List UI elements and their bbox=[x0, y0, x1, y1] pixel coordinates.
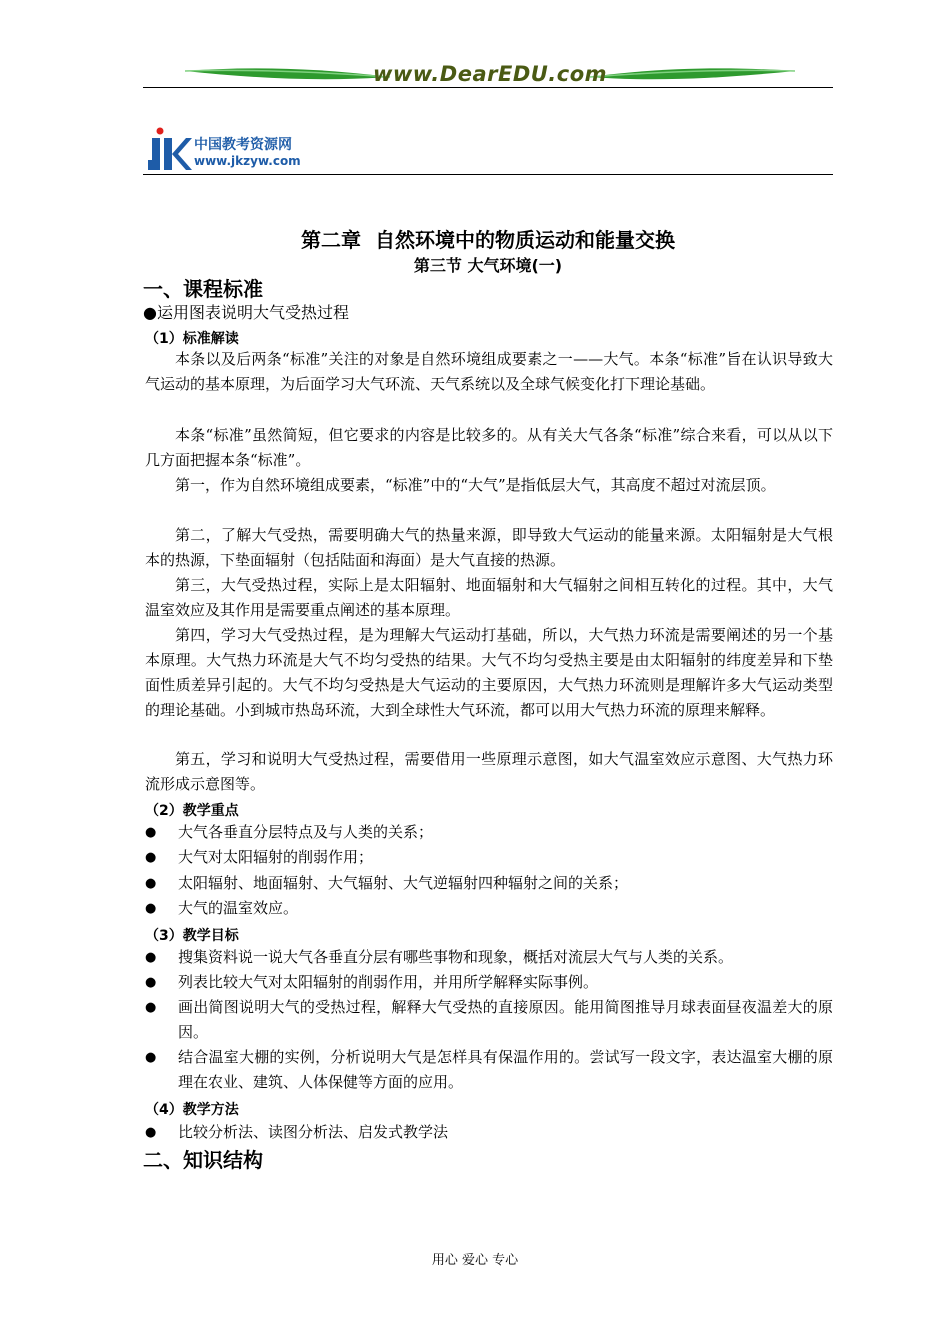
subheading-teaching-methods: （4）教学方法 bbox=[145, 1102, 239, 1118]
logo-divider bbox=[143, 174, 833, 175]
section-heading-knowledge-structure: 二、知识结构 bbox=[143, 1148, 263, 1172]
page-footer: 用心 爱心 专心 bbox=[431, 1253, 519, 1268]
bullet-icon: ● bbox=[145, 901, 157, 916]
paragraph: 第三，大气受热过程，实际上是太阳辐射、地面辐射和大气辐射之间相互转化的过程。其中，大气温室效应及其作用是需要重点阐述的基本原理。 bbox=[145, 576, 833, 619]
list-item: ● 大气各垂直分层特点及与人类的关系； bbox=[145, 820, 833, 845]
header-divider bbox=[143, 87, 833, 88]
standard-requirement: ●运用图表说明大气受热过程 bbox=[143, 303, 349, 322]
bullet-icon: ● bbox=[145, 1125, 157, 1140]
paragraph: 第四，学习大气受热过程，是为理解大气运动打基础，所以，大气热力环流是需要阐述的另一个基本原理。大气热力环流是大气不均匀受热的结果。大气不均匀受热主要是由太阳辐射的纬度差异和下垫面性质差异引起的。大气不均匀受热是大气运动的主要原因，大气热力环流则是理解许多大气运动类型的理论基础。小到城市热岛环流，大到全球性大气环流，都可以用大气热力环流的原理来解释。 bbox=[145, 626, 833, 719]
paragraph: 第二，了解大气受热，需要明确大气的热量来源，即导致大气运动的能量来源。太阳辐射是大气根本的热源，下垫面辐射（包括陆面和海面）是大气直接的热源。 bbox=[145, 526, 833, 569]
subheading-teaching-focus: （2）教学重点 bbox=[145, 803, 239, 819]
subheading-teaching-goals: （3）教学目标 bbox=[145, 928, 239, 944]
paragraph: 本条以及后两条“标准”关注的对象是自然环境组成要素之一——大气。本条“标准”旨在认识导致大气运动的基本原理，为后面学习大气环流、天气系统以及全球气候变化打下理论基础。 bbox=[145, 350, 833, 393]
list-item: ● 结合温室大棚的实例，分析说明大气是怎样具有保温作用的。尝试写一段文字，表达温室大棚的原理在农业、建筑、人体保健等方面的应用。 bbox=[145, 1045, 833, 1095]
paragraph: 本条“标准”虽然简短，但它要求的内容是比较多的。从有关大气各条“标准”综合来看，可以从以下几方面把握本条“标准”。 bbox=[145, 426, 833, 469]
list-item: ● 太阳辐射、地面辐射、大气辐射、大气逆辐射四种辐射之间的关系； bbox=[145, 871, 833, 896]
jk-logo-icon bbox=[148, 126, 192, 174]
subheading-standard-reading: （1）标准解读 bbox=[145, 331, 239, 347]
list-item: ● 大气的温室效应。 bbox=[145, 896, 833, 921]
list-item: ● 搜集资料说一说大气各垂直分层有哪些事物和现象，概括对流层大气与人类的关系。 bbox=[145, 945, 833, 970]
list-item: ● 比较分析法、读图分析法、启发式教学法 bbox=[145, 1120, 833, 1145]
bullet-icon: ● bbox=[145, 1000, 157, 1015]
bullet-icon: ● bbox=[145, 950, 157, 965]
section-title: 第三节 大气环境(一) bbox=[413, 256, 563, 275]
list-item: ● 画出简图说明大气的受热过程，解释大气受热的直接原因。能用简图推导月球表面昼夜温差大的原因。 bbox=[145, 995, 833, 1045]
banner-site-url[interactable]: www.DearEDU.com bbox=[372, 62, 608, 86]
bullet-icon: ● bbox=[145, 1050, 157, 1065]
logo-site-name: 中国教考资源网 bbox=[194, 137, 292, 153]
logo-site-url: www.jkzyw.com bbox=[194, 154, 301, 168]
bullet-icon: ● bbox=[145, 876, 157, 891]
list-item: ● 列表比较大气对太阳辐射的削弱作用，并用所学解释实际事例。 bbox=[145, 970, 833, 995]
bullet-icon: ● bbox=[145, 975, 157, 990]
paragraph: 第五，学习和说明大气受热过程，需要借用一些原理示意图，如大气温室效应示意图、大气热力环流形成示意图等。 bbox=[145, 750, 833, 793]
list-item: ● 大气对太阳辐射的削弱作用； bbox=[145, 845, 833, 870]
site-logo[interactable] bbox=[148, 126, 348, 174]
site-banner bbox=[180, 60, 800, 90]
section-heading-curriculum-standard: 一、课程标准 bbox=[143, 277, 263, 301]
chapter-title: 第二章 自然环境中的物质运动和能量交换 bbox=[301, 228, 675, 252]
paragraph: 第一，作为自然环境组成要素，“标准”中的“大气”是指低层大气，其高度不超过对流层顶。 bbox=[175, 476, 776, 494]
bullet-icon: ● bbox=[145, 825, 157, 840]
bullet-icon: ● bbox=[145, 850, 157, 865]
